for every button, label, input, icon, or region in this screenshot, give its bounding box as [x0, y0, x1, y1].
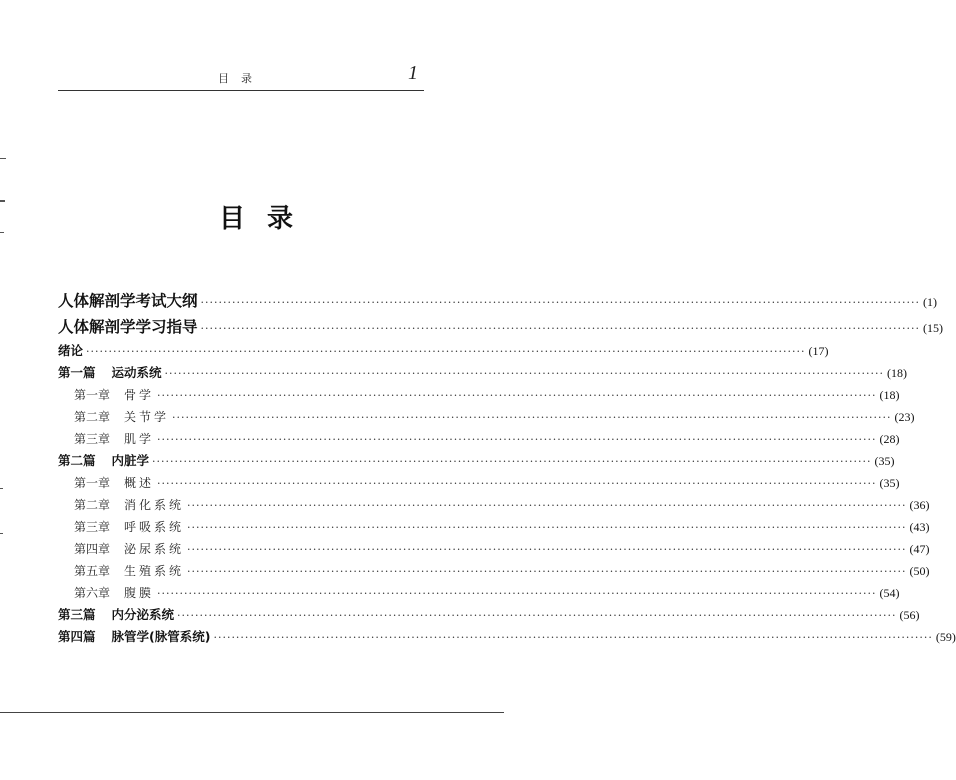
toc-entry-page: (23) — [894, 410, 915, 424]
toc-entry[interactable] — [58, 362, 907, 384]
dot-leader: ································································································································································ — [187, 521, 907, 534]
toc-entry-label — [74, 494, 184, 516]
toc-entry[interactable] — [58, 604, 920, 626]
toc-entry-number: 第六章 — [74, 586, 111, 600]
toc-entry-label — [74, 472, 154, 494]
toc-entry-page: (18) — [879, 388, 900, 402]
toc-entry-label — [74, 538, 184, 560]
toc-entry-label — [74, 560, 184, 582]
toc-entry-label — [58, 626, 210, 648]
toc-entry-page: (15) — [922, 321, 943, 335]
toc-entry[interactable] — [58, 340, 829, 362]
toc-entry-title: 人体解剖学学习指导 — [58, 318, 198, 336]
toc-entry-title: 肌学 — [124, 432, 155, 446]
toc-entry-page: (1) — [922, 295, 937, 309]
toc-entry-page: (35) — [879, 476, 900, 490]
dot-leader: ································································································································································ — [200, 296, 920, 309]
dot-leader: ································································································································································ — [200, 322, 920, 335]
toc-entry-title: 概述 — [124, 476, 155, 490]
toc-entry-number: 第一篇 — [58, 365, 96, 380]
toc-entry-label — [58, 362, 162, 384]
toc-entry-label — [58, 314, 198, 340]
toc-entry-number: 第三章 — [74, 432, 111, 446]
toc-entry-page: (35) — [874, 454, 895, 468]
margin-mark — [0, 158, 6, 159]
toc-entry[interactable] — [58, 288, 937, 314]
page-title: 目录 — [218, 204, 315, 234]
margin-mark — [0, 488, 3, 489]
toc-entry-page: (28) — [879, 432, 900, 446]
toc-entry-label — [74, 384, 154, 406]
toc-entry-label — [74, 406, 169, 428]
margin-mark — [0, 533, 3, 534]
toc-entry-title: 运动系统 — [111, 365, 162, 380]
dot-leader: ································································································································································ — [172, 411, 892, 424]
dot-leader: ································································································································································ — [187, 565, 907, 578]
dot-leader: ································································································································································ — [187, 543, 907, 556]
toc-entry-label — [58, 604, 174, 626]
toc-entry-page: (54) — [879, 586, 900, 600]
dot-leader: ································································································································································ — [177, 609, 897, 622]
toc-entry-page: (56) — [899, 608, 920, 622]
toc-entry-page: (59) — [935, 630, 956, 644]
toc-entry[interactable] — [58, 314, 943, 340]
toc-entry-label — [74, 428, 154, 450]
toc-entry[interactable] — [58, 582, 900, 604]
toc-entry-number: 第四篇 — [58, 629, 96, 644]
toc-entry[interactable] — [58, 538, 930, 560]
toc-entry[interactable] — [58, 384, 900, 406]
dot-leader: ································································································································································ — [213, 631, 933, 644]
footer-rule — [0, 712, 504, 713]
toc-entry[interactable] — [58, 450, 895, 472]
page-number: 1 — [408, 62, 418, 84]
toc-entry-page: (17) — [808, 344, 829, 358]
toc-entry[interactable] — [58, 472, 900, 494]
toc-entry-title: 消化系统 — [124, 498, 185, 512]
toc-entry-number: 第二章 — [74, 410, 111, 424]
toc-entry-title: 泌尿系统 — [124, 542, 185, 556]
dot-leader: ································································································································································ — [187, 499, 907, 512]
dot-leader: ································································································································································ — [157, 587, 877, 600]
toc-entry-page: (36) — [909, 498, 930, 512]
toc-entry-title: 绪论 — [58, 343, 84, 358]
toc-entry[interactable] — [58, 428, 900, 450]
toc-entry-title: 呼吸系统 — [124, 520, 185, 534]
toc-entry-label — [58, 450, 149, 472]
toc-entry-title: 人体解剖学考试大纲 — [58, 292, 198, 310]
dot-leader: ································································································································································ — [164, 367, 884, 380]
toc-entry-title: 内分泌系统 — [111, 607, 175, 622]
toc-entry-number: 第三篇 — [58, 607, 96, 622]
dot-leader: ································································································································································ — [157, 389, 877, 402]
toc-entry-title: 腹膜 — [124, 586, 155, 600]
dot-leader: ································································································································································ — [86, 345, 806, 358]
toc-entry-title: 生殖系统 — [124, 564, 185, 578]
toc-entry[interactable] — [58, 406, 915, 428]
toc-entry[interactable] — [58, 560, 930, 582]
toc-entry-number: 第二篇 — [58, 453, 96, 468]
toc-entry-page: (50) — [909, 564, 930, 578]
page-header — [58, 62, 424, 91]
toc-entry-number: 第三章 — [74, 520, 111, 534]
toc-entry-title: 骨学 — [124, 388, 155, 402]
toc-entry-label — [74, 516, 184, 538]
toc-entry-label — [58, 340, 83, 362]
dot-leader: ································································································································································ — [157, 433, 877, 446]
toc-entry[interactable] — [58, 626, 956, 648]
dot-leader: ································································································································································ — [157, 477, 877, 490]
toc-entry-title: 脉管学(脉管系统) — [111, 629, 211, 644]
toc-entry-page: (43) — [909, 520, 930, 534]
toc-entry-page: (47) — [909, 542, 930, 556]
dot-leader: ································································································································································ — [152, 455, 872, 468]
toc-entry-label — [58, 288, 198, 314]
toc-entry-title: 关节学 — [124, 410, 170, 424]
toc-entry-page: (18) — [886, 366, 907, 380]
toc-entry-label — [74, 582, 154, 604]
toc-entry-number: 第五章 — [74, 564, 111, 578]
toc-entry-number: 第一章 — [74, 388, 111, 402]
toc-entry[interactable] — [58, 516, 930, 538]
toc-entry-number: 第四章 — [74, 542, 111, 556]
toc-entry[interactable] — [58, 494, 930, 516]
table-of-contents — [58, 288, 956, 648]
toc-entry-number: 第二章 — [74, 498, 111, 512]
running-title: 目录 — [218, 72, 264, 85]
toc-entry-number: 第一章 — [74, 476, 111, 490]
toc-entry-title: 内脏学 — [111, 453, 150, 468]
